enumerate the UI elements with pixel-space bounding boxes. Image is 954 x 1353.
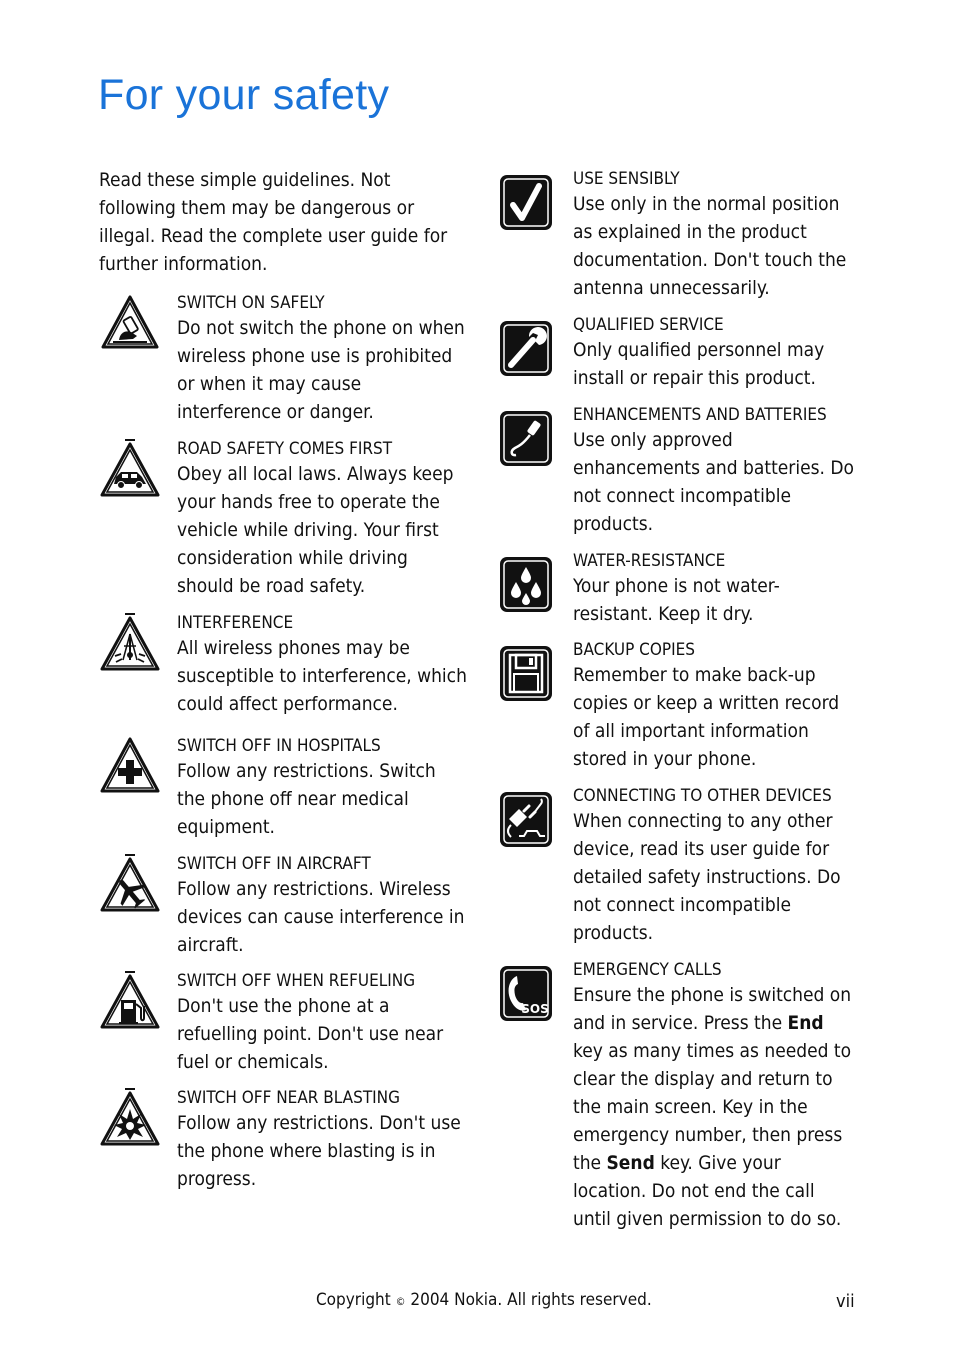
item-heading: SWITCH OFF IN HOSPITALS (177, 736, 381, 756)
item-heading: EMERGENCY CALLS (573, 960, 722, 980)
item-heading: SWITCH OFF WHEN REFUELING (177, 971, 416, 991)
medical-cross-icon (99, 735, 161, 797)
item-heading: SWITCH OFF IN AIRCRAFT (177, 854, 371, 874)
car-warning-icon (99, 438, 161, 500)
copyright-text: 2004 Nokia. All rights reserved. (410, 1290, 652, 1310)
copyright-notice (316, 1288, 652, 1314)
airplane-icon (99, 853, 161, 915)
item-body: Obey all local laws. Always keep your hands free to operate the vehicle while driving. Your first consideration while driving should be road safety. (177, 463, 454, 597)
item-heading: ROAD SAFETY COMES FIRST (177, 439, 393, 459)
item-heading: WATER-RESISTANCE (573, 551, 726, 571)
item-body: Don't use the phone at a refuelling point. Don't use near fuel or chemicals. (177, 995, 444, 1073)
item-body: Only qualified personnel may install or repair this product. (573, 339, 825, 389)
page-number: vii (836, 1291, 855, 1312)
floppy-disk-icon (497, 643, 559, 705)
page-title: For your safety (98, 71, 390, 119)
intro-paragraph: Read these simple guidelines. Not following them may be dangerous or illegal. Read the complete user guide for further information. (99, 169, 448, 275)
item-body: Follow any restrictions. Switch the phone off near medical equipment. (177, 760, 436, 838)
item-body: Follow any restrictions. Wireless devices can cause interference in aircraft. (177, 878, 465, 956)
end-key-label: End (787, 1012, 824, 1034)
hand-phone-warning-icon (99, 292, 161, 354)
body-text: key as many times as needed to clear the display and return to the main screen. Key in the emergency number, then press the (573, 1040, 852, 1174)
item-heading: BACKUP COPIES (573, 640, 696, 660)
item-body: All wireless phones may be susceptible to interference, which could affect performance. (177, 637, 467, 715)
wrench-icon (497, 318, 559, 380)
item-body: When connecting to any other device, read its user guide for detailed safety instructions. Do not connect incompatible products. (573, 810, 841, 944)
sos-phone-icon (497, 963, 559, 1025)
item-heading: SWITCH ON SAFELY (177, 293, 325, 313)
item-heading: CONNECTING TO OTHER DEVICES (573, 786, 832, 806)
fuel-pump-icon (99, 970, 161, 1032)
copyright-symbol: © (395, 1295, 406, 1308)
item-heading: INTERFERENCE (177, 613, 294, 633)
item-body: Your phone is not water-resistant. Keep it dry. (573, 575, 780, 625)
antenna-interference-icon (99, 612, 161, 674)
item-body: Do not switch the phone on when wireless phone use is prohibited or when it may cause interference or danger. (177, 317, 465, 423)
item-heading: USE SENSIBLY (573, 169, 680, 189)
item-body: Remember to make back-up copies or keep a written record of all important information stored in your phone. (573, 664, 840, 770)
explosion-icon (99, 1087, 161, 1149)
item-body: Use only approved enhancements and batteries. Do not connect incompatible products. (573, 429, 854, 535)
body-text: key. Give your location. Do not end the call until given permission to do so. (573, 1152, 842, 1230)
item-heading: SWITCH OFF NEAR BLASTING (177, 1088, 400, 1108)
water-drops-icon (497, 554, 559, 616)
body-text: Ensure the phone is switched on and in service. Press the (573, 984, 852, 1034)
svg-text:SOS: SOS (521, 1002, 549, 1016)
connector-plug-icon (497, 789, 559, 851)
item-body: Follow any restrictions. Don't use the phone where blasting is in progress. (177, 1112, 461, 1190)
copyright-prefix: Copyright (316, 1290, 391, 1310)
item-body (573, 981, 855, 1233)
accessory-plug-icon (497, 408, 559, 470)
item-heading: QUALIFIED SERVICE (573, 315, 724, 335)
item-heading: ENHANCEMENTS AND BATTERIES (573, 405, 827, 425)
checkmark-icon (497, 172, 559, 234)
send-key-label: Send (606, 1152, 655, 1174)
item-body: Use only in the normal position as explained in the product documentation. Don't touch the antenna unnecessarily. (573, 193, 847, 299)
